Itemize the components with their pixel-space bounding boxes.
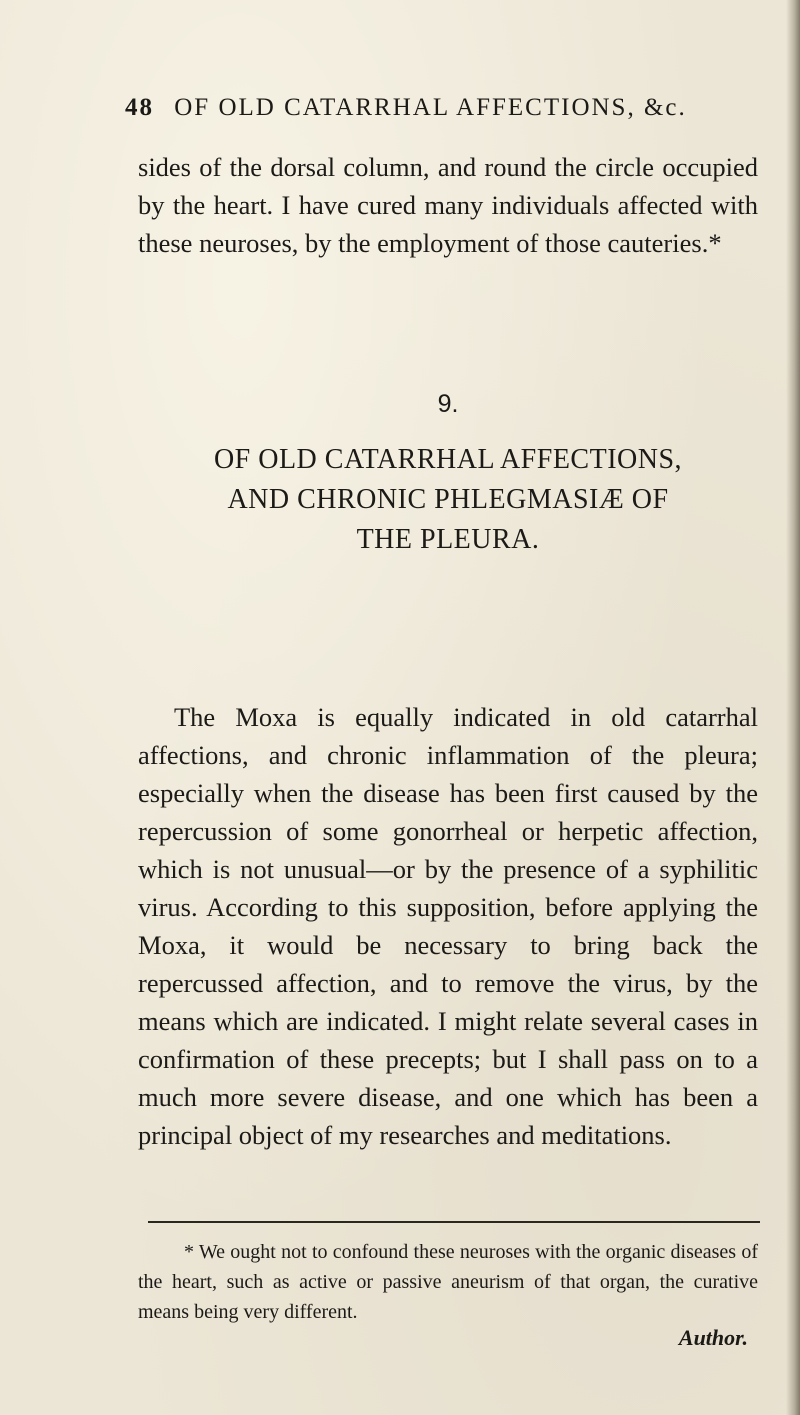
section-title-line: THE PLEURA. <box>356 524 540 555</box>
section-title-line: OF OLD CATARRHAL AFFECTIONS, <box>213 444 683 475</box>
paragraph-continued: sides of the dorsal column, and round the circle occupied by the heart. I have cured many individuals affected with these neuroses, by the employment of those cauteries.* <box>138 152 758 258</box>
running-header <box>125 94 765 122</box>
section-title-line: AND CHRONIC PHLEGMASIÆ OF <box>227 484 669 515</box>
section-number: 9. <box>437 390 459 418</box>
footnote <box>138 1237 758 1327</box>
footnote-rule <box>148 1221 760 1223</box>
footnote-text: * We ought not to confound these neuroses with the organic diseases of the heart, such as active or passive aneurism of that organ, the curative means being very different. <box>138 1241 758 1323</box>
paragraph-moxa: The Moxa is equally indicated in old catarrhal affections, and chronic inflammation of the pleura; especially when the disease has been first caused by the repercussion of some gonorrheal or herpetic affection, which is not unusual—or by the presence of a syphilitic virus. According to this supposition, before applying the Moxa, it would be necessary to bring back the repercussed affection, and to remove the virus, by the means which are indicated. I might relate several cases in confirmation of these precepts; but I shall pass on to a much more severe disease, and one which has been a principal object of my researches and meditations. <box>138 702 758 1150</box>
page-number: 48 <box>125 94 154 121</box>
section-title <box>138 440 758 560</box>
running-title: OF OLD CATARRHAL AFFECTIONS, &c. <box>174 94 687 121</box>
footnote-attribution: Author. <box>678 1325 748 1350</box>
page-edge-shadow <box>786 0 800 1415</box>
